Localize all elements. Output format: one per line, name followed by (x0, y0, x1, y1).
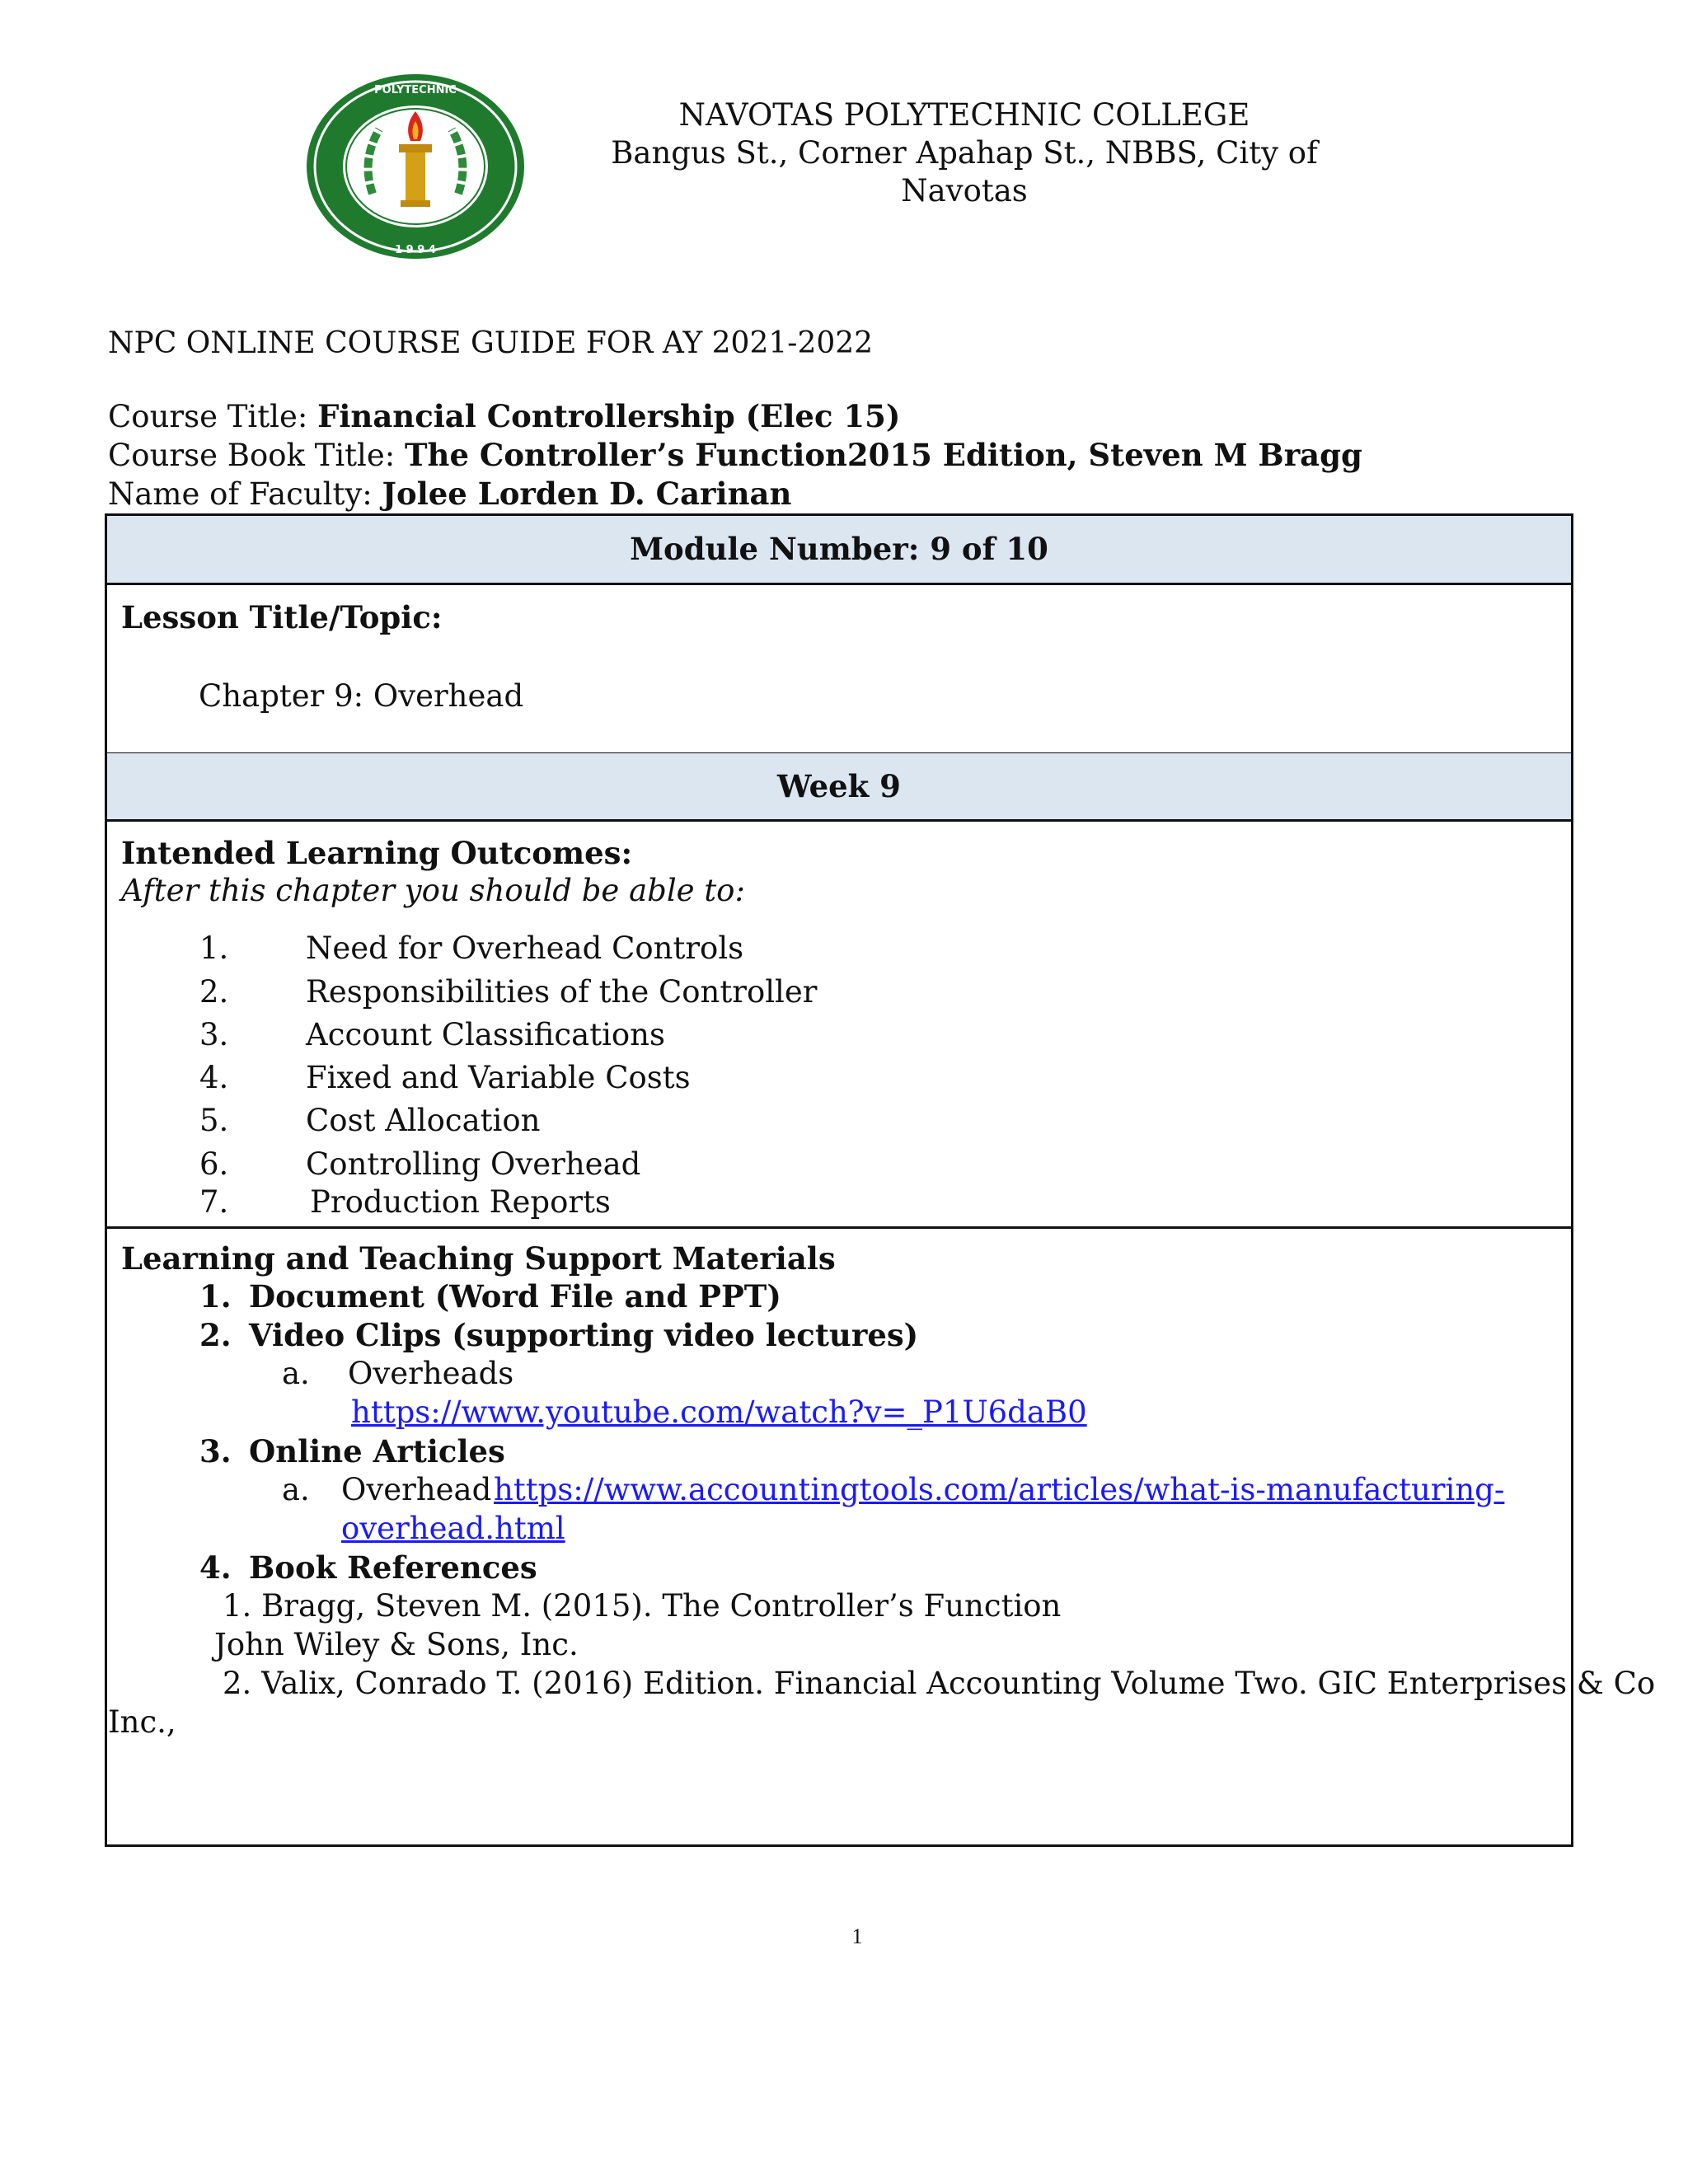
outcomes-intro: After this chapter you should be able to: (121, 873, 745, 908)
outcome-number: 5. (199, 1103, 229, 1138)
svg-text:1 9 9 4: 1 9 9 4 (395, 244, 436, 256)
week-label: Week 9 (777, 768, 901, 804)
outcome-number: 3. (199, 1017, 229, 1052)
outcome-item: Responsibilities of the Controller (306, 974, 818, 1010)
book-ref-2: 2. Valix, Conrado T. (2016) Edition. Financial Accounting Volume Two. GIC Enterprises & Co (223, 1666, 1656, 1701)
svg-text:POLYTECHNIC: POLYTECHNIC (374, 84, 457, 96)
module-number-band (107, 516, 1571, 585)
college-name: NAVOTAS POLYTECHNIC COLLEGE (678, 97, 1250, 133)
material-item: Book References (249, 1549, 537, 1586)
outcome-number: 2. (199, 974, 229, 1010)
material-number: 1. (199, 1278, 232, 1315)
book-ref-1: 1. Bragg, Steven M. (2015). The Controller’s Function (223, 1588, 1062, 1624)
page-number: 1 (851, 1924, 863, 1948)
college-address: Bangus St., Corner Apahap St., NBBS, City of Navotas (611, 135, 1318, 209)
article-label: Overhead (341, 1472, 492, 1507)
outcome-item: Cost Allocation (306, 1103, 541, 1138)
week-band (107, 753, 1571, 822)
materials-heading: Learning and Teaching Support Materials (121, 1240, 836, 1277)
course-book-line (108, 436, 1362, 475)
faculty-value: Jolee Lorden D. Carinan (382, 476, 792, 512)
course-title-line (108, 397, 900, 436)
material-number: 3. (199, 1433, 232, 1469)
material-item: Video Clips (supporting video lectures) (249, 1317, 919, 1353)
module-number: Module Number: 9 of 10 (630, 531, 1048, 567)
video-link[interactable]: https://www.youtube.com/watch?v=_P1U6daB0 (351, 1394, 1087, 1430)
course-title-value: Financial Controllership (Elec 15) (317, 398, 901, 434)
article-link[interactable]: https://www.accountingtools.com/articles/what-is-manufacturing- (494, 1472, 1505, 1507)
row-divider (107, 1226, 1571, 1229)
course-book-value: The Controller’s Function2015 Edition, Steven M Bragg (405, 437, 1362, 473)
lesson-value: Chapter 9: Overhead (199, 678, 524, 714)
outcome-number: 1. (199, 930, 229, 966)
material-number: 4. (199, 1549, 232, 1586)
outcome-item: Production Reports (310, 1184, 611, 1220)
guide-title: NPC ONLINE COURSE GUIDE FOR AY 2021-2022 (108, 326, 874, 360)
course-guide-table (105, 513, 1656, 1847)
book-ref-1-publisher: John Wiley & Sons, Inc. (214, 1627, 579, 1662)
outcome-item: Need for Overhead Controls (306, 930, 744, 966)
lesson-heading: Lesson Title/Topic: (121, 599, 443, 635)
material-item: Online Articles (249, 1433, 505, 1469)
outcomes-heading: Intended Learning Outcomes: (121, 835, 633, 871)
material-number: 2. (199, 1317, 232, 1353)
faculty-label: Name of Faculty: (108, 476, 382, 512)
outcome-item: Fixed and Variable Costs (306, 1060, 691, 1095)
college-seal-icon (303, 70, 528, 263)
outcome-item: Account Classifications (306, 1017, 665, 1052)
sub-item-letter: a. (282, 1472, 310, 1507)
course-book-label: Course Book Title: (108, 438, 406, 473)
article-link-continued[interactable]: overhead.html (341, 1511, 565, 1546)
material-item: Document (Word File and PPT) (249, 1278, 781, 1315)
outcome-number: 7. (199, 1184, 229, 1220)
outcome-number: 6. (199, 1146, 229, 1182)
sub-item-letter: a. (282, 1356, 310, 1391)
faculty-line (108, 475, 791, 513)
book-ref-2-continued: Inc., (108, 1704, 176, 1740)
outcome-number: 4. (199, 1060, 229, 1095)
outcome-item: Controlling Overhead (306, 1146, 641, 1182)
course-title-label: Course Title: (108, 399, 318, 434)
video-label: Overheads (348, 1356, 514, 1391)
